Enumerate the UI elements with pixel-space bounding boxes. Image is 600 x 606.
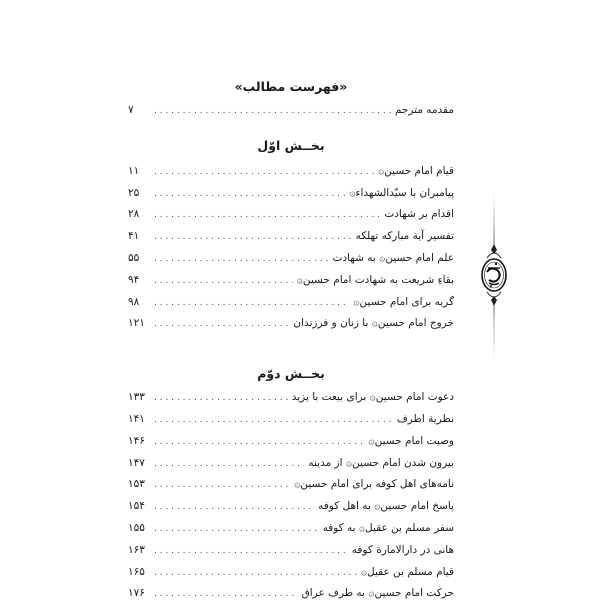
dot-leader: [154, 388, 288, 410]
entry-label: قیام امام حسین۞: [378, 164, 454, 177]
entry-label: سفر مسلم بن عقیل۞ به کوفه: [322, 521, 454, 534]
table-of-contents: [128, 78, 454, 605]
dot-leader: [154, 475, 290, 497]
dot-leader: [154, 293, 349, 315]
entry-label: گریه برای امام حسین۞: [353, 295, 454, 308]
page-number: ۱۴۶: [128, 434, 145, 447]
page-number: ۱۶۳: [128, 543, 145, 556]
page-number: ۴۱: [128, 230, 140, 243]
page-number: ۱۳۳: [128, 391, 145, 404]
dot-leader: [154, 101, 391, 123]
page-number: ۲۵: [128, 186, 140, 199]
page-number: ۱۵۵: [128, 521, 145, 534]
page-number: ۱۱: [128, 164, 140, 177]
dot-leader: [154, 454, 304, 476]
entry-label: وصیت امام حسین۞: [368, 434, 454, 447]
dot-leader: [154, 432, 364, 454]
entry-label: نامه‌های اهل کوفه برای امام حسین۞: [294, 478, 454, 491]
toc-entry[interactable]: [128, 496, 454, 518]
entry-label: پاسخ امام حسین۞ به اهل کوفه: [318, 500, 454, 513]
entry-label: دعوت امام حسین۞ برای بیعت با یزید: [291, 391, 454, 404]
toc-entry-intro[interactable]: [128, 100, 454, 122]
page-number: ۲۸: [128, 208, 140, 221]
toc-entry[interactable]: [128, 387, 454, 409]
toc-entry[interactable]: [128, 540, 454, 562]
page-number: ۱۵۳: [128, 478, 145, 491]
page-number: ۵۵: [128, 251, 140, 264]
dot-leader: [154, 519, 319, 541]
dot-leader: [154, 205, 380, 227]
ya-hussain-ornament-icon: [479, 188, 509, 364]
dot-leader: [154, 162, 374, 184]
page-number: ۱۵۴: [128, 500, 145, 513]
page-number: ۱۲۱: [128, 317, 145, 330]
toc-entry[interactable]: [128, 431, 454, 453]
entry-label: مقدمه مترجم: [394, 104, 454, 116]
toc-entry[interactable]: [128, 204, 454, 226]
toc-entry[interactable]: [128, 313, 454, 335]
toc-entry[interactable]: [128, 409, 454, 431]
page-number: ۱۶۵: [128, 565, 145, 578]
toc-entry[interactable]: [128, 562, 454, 584]
entry-label: نظریة اطرف: [396, 412, 454, 425]
entry-label: پیامبران با سیّدالشهداء۞: [349, 186, 454, 199]
page-number: ۹۴: [128, 273, 140, 286]
toc-entry[interactable]: [128, 518, 454, 540]
entry-label: بیرون شدن امام حسین۞ از مدینه: [308, 456, 454, 469]
section-title-2: بخــش دوّم: [257, 366, 325, 382]
dot-leader: [154, 184, 345, 206]
entry-label: اقدام بر شهادت: [384, 208, 454, 221]
entry-label: قیام مسلم بن عقیل۞: [360, 565, 454, 578]
dot-leader: [154, 563, 357, 585]
dot-leader: [154, 227, 352, 249]
entry-label: هانی در دارالامارة کوفه: [351, 543, 454, 556]
dot-leader: [154, 541, 348, 563]
dot-leader: [154, 584, 298, 606]
toc-entry[interactable]: [128, 248, 454, 270]
toc-entry[interactable]: [128, 474, 454, 496]
page-number: ۹۸: [128, 295, 140, 308]
dot-leader: [154, 271, 293, 293]
dot-leader: [154, 314, 289, 336]
toc-entry[interactable]: [128, 161, 454, 183]
entry-label: حرکت امام حسین۞ به طرف عراق: [301, 587, 454, 600]
toc-entry[interactable]: [128, 270, 454, 292]
entry-label: خروج امام حسین۞ با زنان و فرزندان: [293, 317, 454, 330]
page-number: ۱۴۷: [128, 456, 145, 469]
toc-entry[interactable]: [128, 226, 454, 248]
page-number: ۱۴۱: [128, 412, 145, 425]
dot-leader: [154, 410, 393, 432]
toc-title: «فهرست مطالب»: [234, 79, 348, 94]
entry-label: علم امام حسین۞ به شهادت: [332, 251, 454, 264]
dot-leader: [154, 249, 329, 271]
spacer: [128, 122, 454, 137]
toc-entry[interactable]: [128, 583, 454, 605]
section-title-1: بخــش اوّل: [257, 137, 325, 153]
entry-label: بقاءِ شریعت به شهادت امام حسین۞: [296, 273, 454, 286]
page-number: ۱۷۶: [128, 587, 145, 600]
toc-entry[interactable]: [128, 183, 454, 205]
dot-leader: [154, 497, 314, 519]
spacer: [128, 335, 454, 365]
toc-entry[interactable]: [128, 292, 454, 314]
toc-entry[interactable]: [128, 453, 454, 475]
page-number: ۷: [128, 104, 134, 116]
entry-label: تفسیر آیة مبارکه تهلکه: [355, 230, 454, 243]
